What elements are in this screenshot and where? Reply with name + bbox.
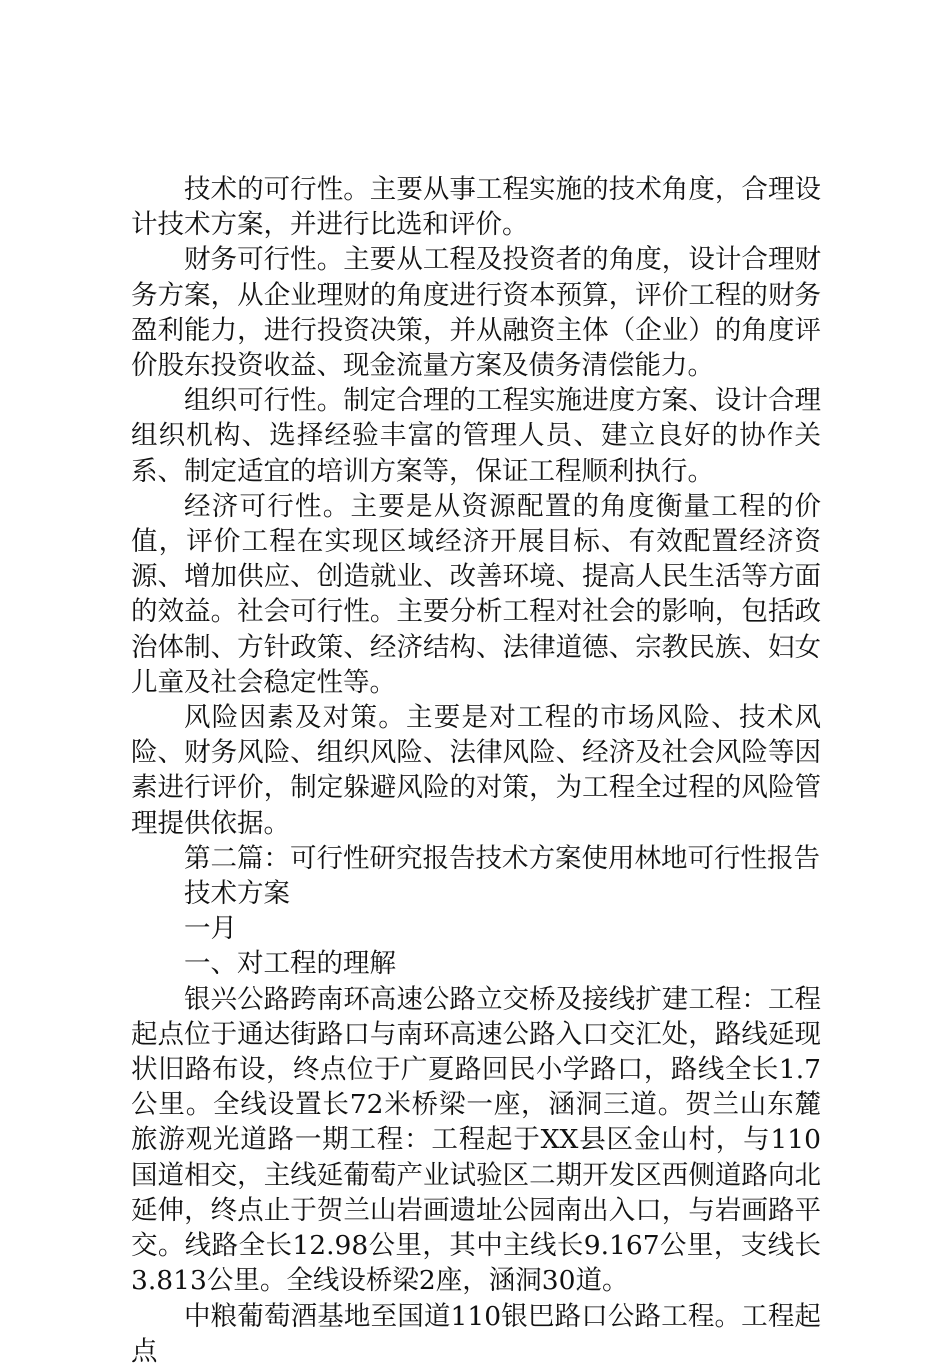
document-body <box>131 172 821 1369</box>
paragraph-cofco-wine-base-road: 中粮葡萄酒基地至国道110银巴路口公路工程。工程起点 <box>131 1300 821 1367</box>
paragraph-financial-feasibility: 财务可行性。主要从工程及投资者的角度，设计合理财务方案，从企业理财的角度进行资本预算，评价工程的财务盈利能力，进行投资决策，并从融资主体（企业）的角度评价股东投资收益、现金流量方案及债务清偿能力。 <box>131 244 821 382</box>
section-subtitle: 技术方案 <box>184 878 290 910</box>
paragraph-risk-factors: 风险因素及对策。主要是对工程的市场风险、技术风险、财务风险、组织风险、法律风险、经济及社会风险等因素进行评价，制定躲避风险的对策，为工程全过程的风险管理提供依据。 <box>131 702 821 839</box>
paragraph-economic-feasibility: 经济可行性。主要是从资源配置的角度衡量工程的价值，评价工程在实现区域经济开展目标、有效配置经济资源、增加供应、创造就业、改善环境、提高人民生活等方面的效益。社会可行性。主要分析工程对社会的影响，包括政治体制、方针政策、经济结构、法律道德、宗教民族、妇女儿童及社会稳定性等。 <box>131 490 821 698</box>
section-month: 一月 <box>184 913 237 945</box>
paragraph-organizational-feasibility: 组织可行性。制定合理的工程实施进度方案、设计合理组织机构、选择经验丰富的管理人员、建立良好的协作关系、制定适宜的培训方案等，保证工程顺利执行。 <box>131 385 821 487</box>
heading-project-understanding: 一、对工程的理解 <box>184 948 396 980</box>
paragraph-yinxing-road-project: 银兴公路跨南环高速公路立交桥及接线扩建工程：工程起点位于通达街路口与南环高速公路入口交汇处，路线延现状旧路布设，终点位于广夏路回民小学路口，路线全长1.7公里。全线设置长72米桥梁一座，涵洞三道。贺兰山东麓旅游观光道路一期工程：工程起于XX县区金山村，与110国道相交，主线延葡萄产业试验区二期开发区西侧道路向北延伸，终点止于贺兰山岩画遗址公园南出入口，与岩画路平交。线路全长12.98公里，其中主线长9.167公里，支线长3.813公里。全线设桥梁2座，涵洞30道。 <box>131 983 821 1297</box>
paragraph-technical-feasibility: 技术的可行性。主要从事工程实施的技术角度，合理设计技术方案，并进行比选和评价。 <box>131 174 821 241</box>
section-title: 第二篇：可行性研究报告技术方案使用林地可行性报告 <box>184 842 820 874</box>
